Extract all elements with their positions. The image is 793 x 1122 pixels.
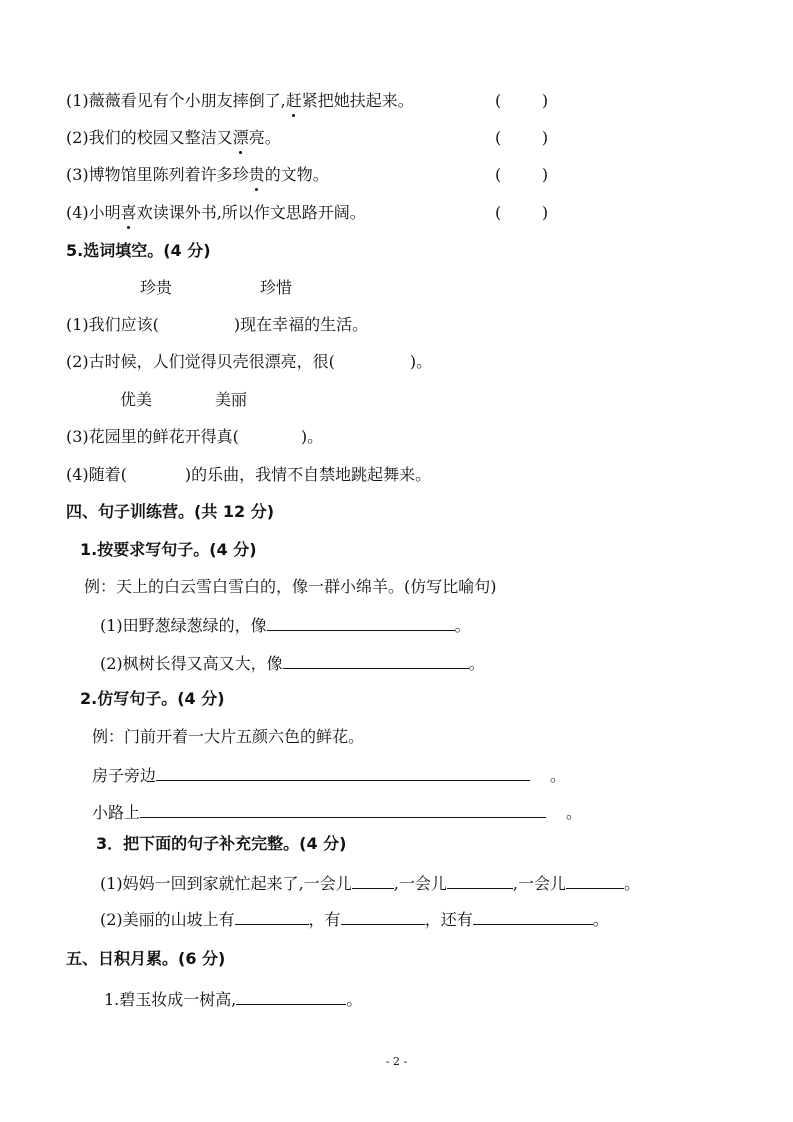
item-1 <box>66 91 414 111</box>
q5-sentence-4 <box>66 465 431 485</box>
answer-line[interactable] <box>283 652 469 669</box>
q1-title: 1.按要求写句子。(4 分) <box>80 540 257 559</box>
q5-sentence-3 <box>66 427 323 447</box>
dotted-char: 赶 <box>285 91 302 110</box>
sentence-text: (4)随着( <box>66 465 127 484</box>
sentence-text: )。 <box>409 352 433 371</box>
answer-paren[interactable]: ( ) <box>495 165 549 184</box>
word-option: 优美 <box>120 390 153 409</box>
sentence-text: (3)花园里的鲜花开得真( <box>66 427 239 446</box>
item-text: (2)我们的校园又整洁又 <box>66 128 233 147</box>
sentence-text: (1)田野葱绿葱绿的，像 <box>100 616 267 635</box>
q2-sentence-1 <box>92 764 566 786</box>
answer-line[interactable] <box>267 614 455 631</box>
dotted-char: 喜 <box>120 203 137 222</box>
sentence-text: 房子旁边 <box>92 766 157 785</box>
item-3 <box>66 165 329 185</box>
sentence-text: 小路上 <box>92 803 141 822</box>
sentence-text: ,一会儿 <box>393 874 447 893</box>
answer-paren[interactable]: ( ) <box>495 203 549 222</box>
page-number: - 2 - <box>385 1055 408 1068</box>
item-2 <box>66 128 281 148</box>
sentence-text: 1.碧玉妆成一树高, <box>104 990 237 1009</box>
item-text: 欢读课外书,所以作文思路开阔。 <box>136 203 366 222</box>
item-text: 的文物。 <box>264 165 329 184</box>
sentence-text: 。 <box>566 803 583 822</box>
q2-title: 2.仿写句子。(4 分) <box>80 689 225 708</box>
sentence-text: (1)妈妈一回到家就忙起来了,一会儿 <box>100 874 352 893</box>
answer-line[interactable] <box>352 872 394 889</box>
item-text: 紧把她扶起来。 <box>301 91 414 110</box>
answer-line[interactable] <box>236 988 346 1005</box>
sentence-text: ,一会儿 <box>512 874 566 893</box>
q1-sentence-2 <box>100 652 485 674</box>
section-4-title: 四、句子训练营。(共 12 分) <box>66 502 275 521</box>
answer-line[interactable] <box>156 764 530 781</box>
item-text: 亮。 <box>248 128 281 147</box>
item-text: (4)小明 <box>66 203 121 222</box>
q1-example: 例：天上的白云雪白雪白的，像一群小绵羊。(仿写比喻句) <box>84 577 497 596</box>
dotted-char: 漂 <box>232 128 249 147</box>
sentence-text: 。 <box>454 616 471 635</box>
item-text: (1)薇薇看见有个小朋友摔倒了, <box>66 91 286 110</box>
word-option: 美丽 <box>215 390 248 409</box>
sentence-text: (2)枫树长得又高又大，像 <box>100 654 283 673</box>
item-4 <box>66 203 366 223</box>
sentence-text: 。 <box>346 990 363 1009</box>
q1-sentence-1 <box>100 614 471 636</box>
dotted-char: 贵 <box>248 165 265 184</box>
sentence-text: (1)我们应该( <box>66 315 159 334</box>
sentence-text: 。 <box>550 766 567 785</box>
q5-sentence-2 <box>66 352 432 372</box>
answer-paren[interactable]: ( ) <box>495 128 549 147</box>
q5-title: 5.选词填空。(4 分) <box>66 241 211 260</box>
q5-sentence-1 <box>66 315 368 335</box>
answer-line[interactable] <box>140 801 546 818</box>
sentence-text: )的乐曲，我情不自禁地跳起舞来。 <box>184 465 432 484</box>
sec5-q1 <box>104 988 362 1010</box>
sentence-text: 。 <box>468 654 485 673</box>
q3-sentence-2 <box>100 908 609 930</box>
answer-line[interactable] <box>235 908 309 925</box>
q2-sentence-2 <box>92 801 582 823</box>
section-5-title: 五、日积月累。(6 分) <box>66 949 226 968</box>
q3-title: 3．把下面的句子补充完整。(4 分) <box>96 834 347 853</box>
sentence-text: ，还有 <box>424 910 473 929</box>
sentence-text: (2)古时候，人们觉得贝壳很漂亮，很( <box>66 352 335 371</box>
sentence-text: ，有 <box>308 910 341 929</box>
sentence-text: )。 <box>300 427 324 446</box>
answer-paren[interactable]: ( ) <box>495 91 549 110</box>
sentence-text: )现在幸福的生活。 <box>233 315 369 334</box>
q3-sentence-1 <box>100 872 640 894</box>
sentence-text: 。 <box>592 910 609 929</box>
answer-line[interactable] <box>447 872 513 889</box>
answer-line[interactable] <box>566 872 624 889</box>
sentence-text: 。 <box>623 874 640 893</box>
answer-line[interactable] <box>341 908 425 925</box>
q2-example: 例：门前开着一大片五颜六色的鲜花。 <box>92 727 365 746</box>
word-option: 珍惜 <box>260 278 293 297</box>
sentence-text: (2)美丽的山坡上有 <box>100 910 235 929</box>
answer-line[interactable] <box>473 908 593 925</box>
item-text: (3)博物馆里陈列着许多珍 <box>66 165 249 184</box>
word-option: 珍贵 <box>140 278 173 297</box>
